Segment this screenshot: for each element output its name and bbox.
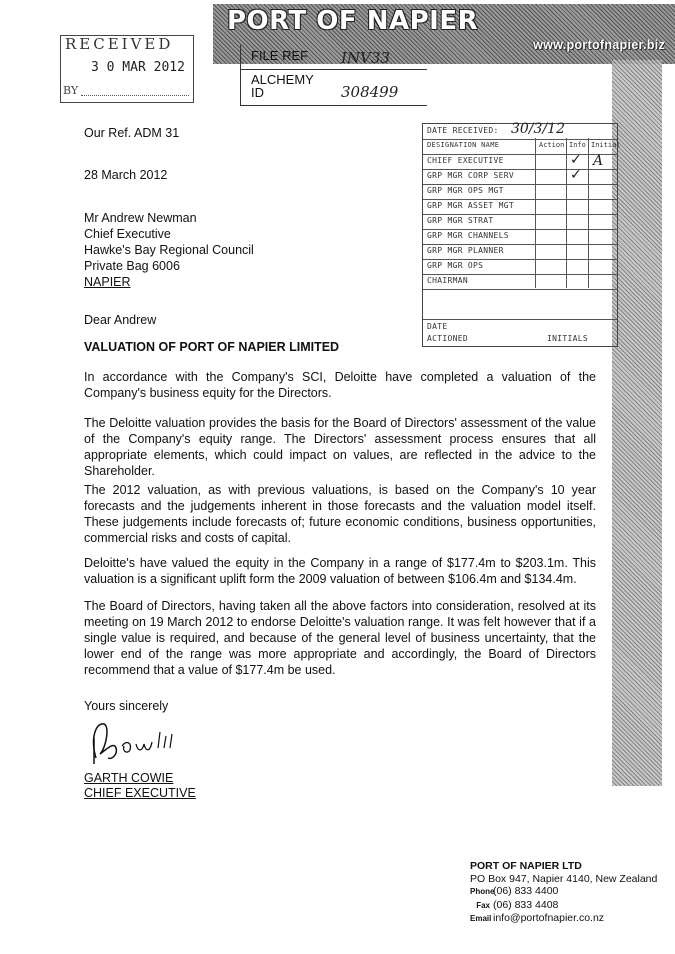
body-paragraph: The Board of Directors, having taken all the above factors into consideration, resolved at its meeting on 19 March 2012 to endorse Deloitte's valuation range. It was felt however that if a single value is required, and because of the general level of business uncertainty, that the lower end of the range was more appropriate and accordingly, the Board of Directors recommend that a value of $177.4m be used.: [84, 599, 596, 677]
email-label: Email: [470, 914, 492, 923]
body-paragraph: The Deloitte valuation provides the basis for the Board of Directors' assessment of the value of the Company's equity range. The Directors' assessment process ensures that all appropriate elements, which could impact on values, are reflected in the advice to the Shareholder.: [84, 416, 596, 478]
date-received-label: DATE RECEIVED:: [427, 126, 499, 135]
header-initial: Initial: [591, 141, 621, 149]
recipient-address: [84, 210, 254, 290]
alchemy-id-label: ALCHEMY ID: [251, 72, 314, 100]
signatory-title: CHIEF EXECUTIVE: [84, 786, 196, 800]
header-action: Action: [539, 141, 565, 149]
header-designation: DESIGNATION NAME: [427, 141, 500, 149]
footer-company: PORT OF NAPIER LTD: [470, 860, 582, 872]
routing-row: CHIEF EXECUTIVE: [427, 156, 504, 165]
routing-row: GRP MGR PLANNER: [427, 246, 504, 255]
routing-row: GRP MGR CHANNELS: [427, 231, 509, 240]
signatory-name: GARTH COWIE: [84, 771, 174, 785]
routing-grid: [422, 121, 621, 347]
routing-row: GRP MGR OPS: [427, 261, 484, 270]
actioned-label: ACTIONED: [427, 334, 468, 343]
footer-contact: [470, 860, 657, 926]
file-ref-label: FILE REF: [251, 48, 309, 63]
footer-fax: (06) 833 4408: [493, 898, 559, 911]
letter-date: 28 March 2012: [84, 168, 168, 182]
subject-line: VALUATION OF PORT OF NAPIER LIMITED: [84, 340, 340, 354]
routing-row: CHAIRMAN: [427, 276, 468, 285]
initials-mark: A: [593, 153, 604, 169]
routing-row: GRP MGR OPS MGT: [427, 186, 504, 195]
company-logo-text: PORT OF NAPIER: [227, 6, 479, 36]
salutation: Dear Andrew: [84, 313, 157, 327]
body-paragraph: Deloitte's have valued the equity in the Company in a range of $177.4m to $203.1m. This valuation is a significant uplift form the 2009 valuation of between $106.4m and $134.4m.: [84, 556, 596, 586]
alchemy-id-value: 308499: [341, 83, 399, 101]
file-ref-divider: [241, 69, 427, 70]
footer-email[interactable]: info@portofnapier.co.nz: [493, 912, 605, 924]
grid-col-divider: [535, 138, 536, 288]
phone-label: Phone: [470, 887, 495, 896]
file-ref-value: INV33: [341, 49, 390, 67]
stamp-by-label: BY: [63, 84, 79, 97]
file-ref-box: [240, 45, 427, 106]
check-icon: ✓: [570, 167, 582, 183]
date-received-value: 30/3/12: [511, 121, 565, 137]
grid-col-divider: [566, 138, 567, 288]
routing-row: GRP MGR ASSET MGT: [427, 201, 514, 210]
recipient-line: Hawke's Bay Regional Council: [84, 243, 254, 257]
stamp-by-line: [81, 95, 189, 96]
closing: Yours sincerely: [84, 699, 169, 713]
website-link[interactable]: www.portofnapier.biz: [533, 38, 665, 52]
recipient-line: Private Bag 6006: [84, 259, 180, 273]
footer-phone: (06) 833 4400: [493, 885, 559, 897]
signature: [86, 718, 196, 768]
header-info: Info: [569, 141, 586, 149]
body-paragraph: In accordance with the Company's SCI, Deloitte have completed a valuation of the Company's business equity for the Directors.: [84, 370, 596, 400]
grid-col-divider: [588, 138, 589, 288]
footer-address: PO Box 947, Napier 4140, New Zealand: [470, 872, 658, 885]
body-paragraph: The 2012 valuation, as with previous valuations, is based on the Company's 10 year forecasts and the judgements inherent in those forecasts and the valuation model itself. These judgements include forecasts of; future economic conditions, business opportunities, commercial risks and costs of capital.: [84, 483, 596, 545]
stamp-date: 3 0 MAR 2012: [91, 60, 185, 75]
recipient-line: Mr Andrew Newman: [84, 211, 197, 225]
routing-row: GRP MGR STRAT: [427, 216, 494, 225]
routing-row: GRP MGR CORP SERV: [427, 171, 514, 180]
received-stamp: [60, 35, 194, 103]
check-icon: ✓: [570, 152, 582, 168]
fax-label: Fax: [476, 900, 490, 910]
our-reference: Our Ref. ADM 31: [84, 126, 180, 140]
recipient-line: Chief Executive: [84, 227, 171, 241]
recipient-line: NAPIER: [84, 275, 131, 289]
side-decorative-strip: [612, 60, 662, 786]
stamp-title: RECEIVED: [65, 35, 174, 53]
initials-label: INITIALS: [547, 334, 588, 343]
date-label: DATE: [427, 322, 448, 331]
